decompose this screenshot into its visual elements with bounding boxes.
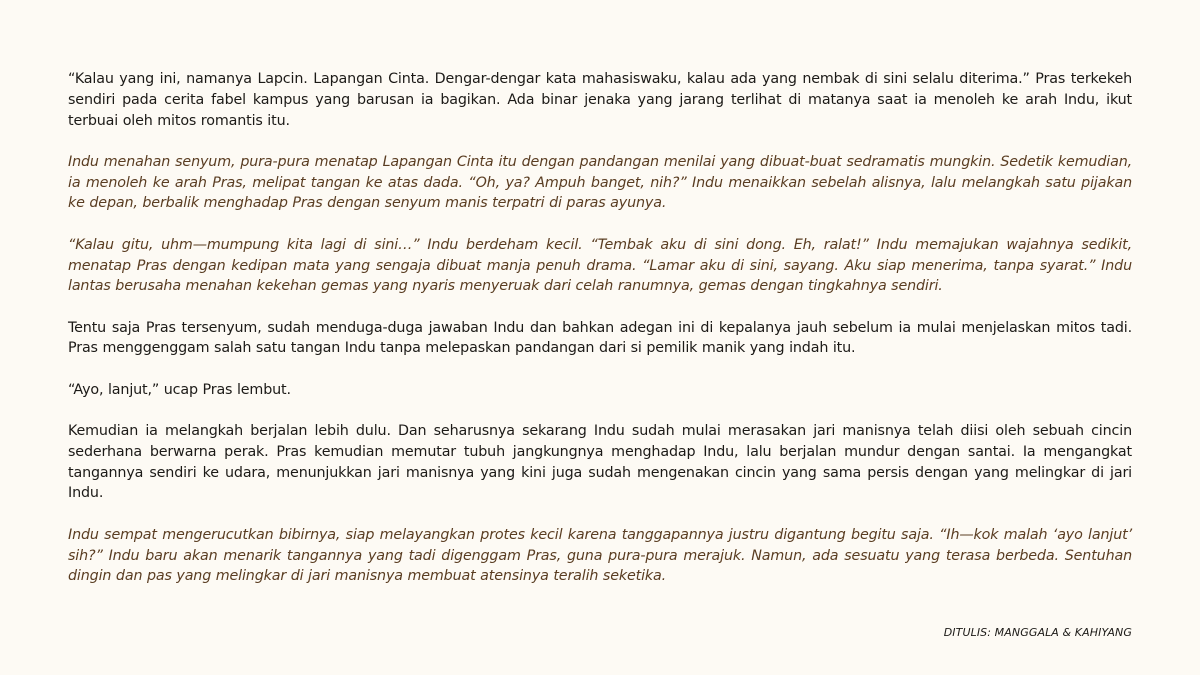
paragraph-2: Indu menahan senyum, pura-pura menatap Lapangan Cinta itu dengan pandangan menilai yang dibuat-buat sedramatis mungkin. Sedetik kemudian, ia menoleh ke arah Pras, melipat tangan ke atas dada. “Oh, ya? Ampuh banget, nih?” Indu menaikkan sebelah alisnya, lalu melangkah satu pijakan ke depan, berbalik menghadap Pras dengan senyum manis terpatri di paras ayunya. [68,153,1132,212]
paragraph-5: “Ayo, lanjut,” ucap Pras lembut. [68,381,291,398]
paragraph-3: “Kalau gitu, uhm—mumpung kita lagi di sini…” Indu berdeham kecil. “Tembak aku di sini dong. Eh, ralat!” Indu memajukan wajahnya sedikit, menatap Pras dengan kedipan mata yang sengaja dibuat manja penuh drama. “Lamar aku di sini, sayang. Aku siap menerima, tanpa syarat.” Indu lantas berusaha menahan kekehan gemas yang nyaris menyeruak dari celah ranumnya, gemas dengan tingkahnya sendiri. [68,236,1132,295]
paragraph-4: Tentu saja Pras tersenyum, sudah menduga-duga jawaban Indu dan bahkan adegan ini di kepalanya jauh sebelum ia mulai menjelaskan mitos tadi. Pras menggenggam salah satu tangan Indu tanpa melepaskan pandangan dari si pemilik manik yang indah itu. [68,319,1132,357]
author-credit: DITULIS: MANGGALA & KAHIYANG [943,626,1132,639]
paragraph-7: Indu sempat mengerucutkan bibirnya, siap melayangkan protes kecil karena tanggapannya justru digantung begitu saja. “Ih—kok malah ‘ayo lanjut’ sih?” Indu baru akan menarik tangannya yang tadi digenggam Pras, guna pura-pura merajuk. Namun, ada sesuatu yang terasa berbeda. Sentuhan dingin dan pas yang melingkar di jari manisnya membuat atensinya teralih seketika. [68,526,1132,585]
paragraph-1: “Kalau yang ini, namanya Lapcin. Lapangan Cinta. Dengar-dengar kata mahasiswaku, kalau ada yang nembak di sini selalu diterima.” Pras terkekeh sendiri pada cerita fabel kampus yang barusan ia bagikan. Ada binar jenaka yang jarang terlihat di matanya saat ia menoleh ke arah Indu, ikut terbuai oleh mitos romantis itu. [68,71,1132,129]
paragraph-6: Kemudian ia melangkah berjalan lebih dulu. Dan seharusnya sekarang Indu sudah mulai merasakan jari manisnya telah diisi oleh sebuah cincin sederhana berwarna perak. Pras kemudian memutar tubuh jangkungnya menghadap Indu, lalu berjalan mundur dengan santai. Ia mengangkat tangannya sendiri ke udara, menunjukkan jari manisnya yang kini juga sudah mengenakan cincin yang sama persis dengan yang melingkar di jari Indu. [68,423,1132,502]
story-text [68,69,1132,608]
